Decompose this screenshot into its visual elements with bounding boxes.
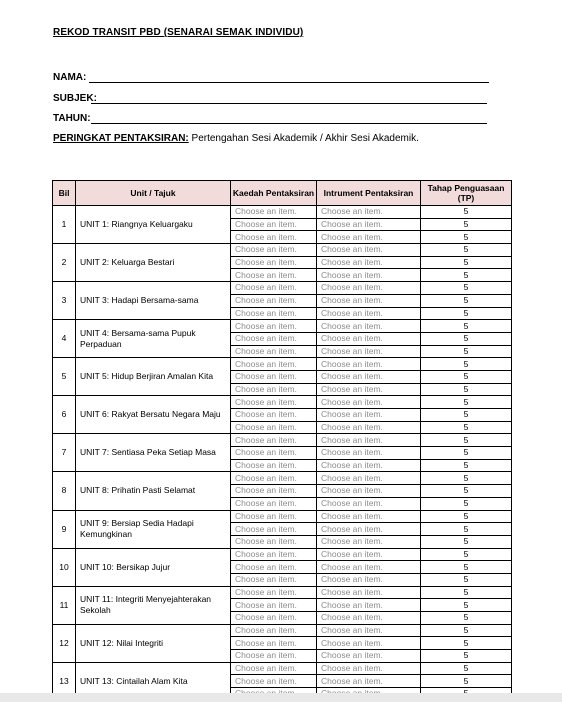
unit-title-cell: UNIT 10: Bersikap Jujur [76, 548, 231, 586]
bil-cell: 7 [53, 434, 76, 472]
instrument-dropdown[interactable]: Choose an item. [317, 409, 421, 422]
tp-value-cell[interactable]: 5 [421, 637, 512, 650]
table-row [53, 396, 512, 409]
instrument-dropdown[interactable]: Choose an item. [317, 345, 421, 358]
instrument-dropdown[interactable]: Choose an item. [317, 244, 421, 257]
kaedah-dropdown[interactable]: Choose an item. [231, 624, 317, 637]
unit-title-cell: UNIT 1: Riangnya Keluargaku [76, 206, 231, 244]
kaedah-dropdown[interactable]: Choose an item. [231, 599, 317, 612]
subjek-label: SUBJEK: [53, 93, 97, 104]
tahun-line[interactable] [91, 123, 487, 124]
kaedah-dropdown[interactable]: Choose an item. [231, 358, 317, 371]
unit-title-cell: UNIT 2: Keluarga Bestari [76, 244, 231, 282]
kaedah-dropdown[interactable]: Choose an item. [231, 244, 317, 257]
instrument-dropdown[interactable]: Choose an item. [317, 396, 421, 409]
tp-value-cell[interactable]: 5 [421, 434, 512, 447]
instrument-dropdown[interactable]: Choose an item. [317, 256, 421, 269]
tp-value-cell[interactable]: 5 [421, 218, 512, 231]
bil-cell: 9 [53, 510, 76, 548]
instrument-dropdown[interactable]: Choose an item. [317, 573, 421, 586]
bil-cell: 8 [53, 472, 76, 510]
kaedah-dropdown[interactable]: Choose an item. [231, 675, 317, 688]
tp-value-cell[interactable]: 5 [421, 396, 512, 409]
instrument-dropdown[interactable]: Choose an item. [317, 269, 421, 282]
kaedah-dropdown[interactable]: Choose an item. [231, 510, 317, 523]
tp-value-cell[interactable]: 5 [421, 206, 512, 219]
tp-value-cell[interactable]: 5 [421, 307, 512, 320]
unit-title-cell: UNIT 4: Bersama-sama Pupuk Perpaduan [76, 320, 231, 358]
document-title: REKOD TRANSIT PBD (SENARAI SEMAK INDIVIDU) [53, 27, 304, 38]
tp-value-cell[interactable]: 5 [421, 358, 512, 371]
tp-value-cell[interactable]: 5 [421, 269, 512, 282]
instrument-dropdown[interactable]: Choose an item. [317, 624, 421, 637]
unit-title-cell: UNIT 7: Sentiasa Peka Setiap Masa [76, 434, 231, 472]
tp-value-cell[interactable]: 5 [421, 485, 512, 498]
instrument-dropdown[interactable]: Choose an item. [317, 421, 421, 434]
instrument-dropdown[interactable]: Choose an item. [317, 472, 421, 485]
kaedah-dropdown[interactable]: Choose an item. [231, 409, 317, 422]
nama-field [53, 72, 86, 83]
instrument-dropdown[interactable]: Choose an item. [317, 675, 421, 688]
tp-value-cell[interactable]: 5 [421, 459, 512, 472]
table-row [53, 510, 512, 523]
instrument-dropdown[interactable]: Choose an item. [317, 612, 421, 625]
rekod-table [52, 180, 512, 701]
unit-title-cell: UNIT 8: Prihatin Pasti Selamat [76, 472, 231, 510]
tp-value-cell[interactable]: 5 [421, 612, 512, 625]
kaedah-dropdown[interactable]: Choose an item. [231, 370, 317, 383]
instrument-dropdown[interactable]: Choose an item. [317, 586, 421, 599]
tp-value-cell[interactable]: 5 [421, 332, 512, 345]
instrument-dropdown[interactable]: Choose an item. [317, 650, 421, 663]
tp-value-cell[interactable]: 5 [421, 294, 512, 307]
kaedah-dropdown[interactable]: Choose an item. [231, 459, 317, 472]
kaedah-dropdown[interactable]: Choose an item. [231, 231, 317, 244]
kaedah-dropdown[interactable]: Choose an item. [231, 485, 317, 498]
instrument-dropdown[interactable]: Choose an item. [317, 497, 421, 510]
bil-cell: 4 [53, 320, 76, 358]
unit-title-cell: UNIT 12: Nilai Integriti [76, 624, 231, 662]
tp-value-cell[interactable]: 5 [421, 535, 512, 548]
instrument-dropdown[interactable]: Choose an item. [317, 459, 421, 472]
header-kaedah: Kaedah Pentaksiran [231, 181, 317, 206]
tp-value-cell[interactable]: 5 [421, 409, 512, 422]
instrument-dropdown[interactable]: Choose an item. [317, 383, 421, 396]
kaedah-dropdown[interactable]: Choose an item. [231, 332, 317, 345]
instrument-dropdown[interactable]: Choose an item. [317, 231, 421, 244]
bil-cell: 6 [53, 396, 76, 434]
peringkat-label: PERINGKAT PENTAKSIRAN: [53, 133, 189, 144]
table-row [53, 358, 512, 371]
kaedah-dropdown[interactable]: Choose an item. [231, 523, 317, 536]
instrument-dropdown[interactable]: Choose an item. [317, 307, 421, 320]
kaedah-dropdown[interactable]: Choose an item. [231, 218, 317, 231]
header-bil: Bil [53, 181, 76, 206]
kaedah-dropdown[interactable]: Choose an item. [231, 206, 317, 219]
nama-label: NAMA: [53, 72, 87, 83]
tp-value-cell[interactable]: 5 [421, 561, 512, 574]
tp-value-cell[interactable]: 5 [421, 662, 512, 675]
table-row [53, 206, 512, 219]
tp-value-cell[interactable]: 5 [421, 497, 512, 510]
table-row [53, 434, 512, 447]
kaedah-dropdown[interactable]: Choose an item. [231, 612, 317, 625]
tp-value-cell[interactable]: 5 [421, 383, 512, 396]
tp-value-cell[interactable]: 5 [421, 370, 512, 383]
instrument-dropdown[interactable]: Choose an item. [317, 294, 421, 307]
table-row [53, 662, 512, 675]
bil-cell: 12 [53, 624, 76, 662]
subjek-field [53, 93, 97, 104]
unit-title-cell: UNIT 6: Rakyat Bersatu Negara Maju [76, 396, 231, 434]
peringkat-value: Pertengahan Sesi Akademik / Akhir Sesi Akademik. [188, 133, 419, 144]
kaedah-dropdown[interactable]: Choose an item. [231, 383, 317, 396]
instrument-dropdown[interactable]: Choose an item. [317, 434, 421, 447]
table-row [53, 624, 512, 637]
tp-value-cell[interactable]: 5 [421, 447, 512, 460]
instrument-dropdown[interactable]: Choose an item. [317, 370, 421, 383]
table-header-row [53, 181, 512, 206]
instrument-dropdown[interactable]: Choose an item. [317, 358, 421, 371]
kaedah-dropdown[interactable]: Choose an item. [231, 320, 317, 333]
tp-value-cell[interactable]: 5 [421, 244, 512, 257]
kaedah-dropdown[interactable]: Choose an item. [231, 586, 317, 599]
instrument-dropdown[interactable]: Choose an item. [317, 206, 421, 219]
tp-value-cell[interactable]: 5 [421, 345, 512, 358]
tahun-field [53, 113, 91, 124]
instrument-dropdown[interactable]: Choose an item. [317, 599, 421, 612]
table-row [53, 320, 512, 333]
tp-value-cell[interactable]: 5 [421, 599, 512, 612]
instrument-dropdown[interactable]: Choose an item. [317, 561, 421, 574]
instrument-dropdown[interactable]: Choose an item. [317, 637, 421, 650]
tp-value-cell[interactable]: 5 [421, 231, 512, 244]
unit-title-cell: UNIT 13: Cintailah Alam Kita [76, 662, 231, 700]
header-unit: Unit / Tajuk [76, 181, 231, 206]
kaedah-dropdown[interactable]: Choose an item. [231, 497, 317, 510]
kaedah-dropdown[interactable]: Choose an item. [231, 662, 317, 675]
kaedah-dropdown[interactable]: Choose an item. [231, 650, 317, 663]
kaedah-dropdown[interactable]: Choose an item. [231, 472, 317, 485]
kaedah-dropdown[interactable]: Choose an item. [231, 637, 317, 650]
instrument-dropdown[interactable]: Choose an item. [317, 282, 421, 295]
kaedah-dropdown[interactable]: Choose an item. [231, 294, 317, 307]
table-row [53, 548, 512, 561]
instrument-dropdown[interactable]: Choose an item. [317, 510, 421, 523]
unit-title-cell: UNIT 5: Hidup Berjiran Amalan Kita [76, 358, 231, 396]
unit-title-cell: UNIT 3: Hadapi Bersama-sama [76, 282, 231, 320]
unit-title-cell: UNIT 9: Bersiap Sedia Hadapi Kemungkinan [76, 510, 231, 548]
table-body [53, 206, 512, 701]
tp-value-cell[interactable]: 5 [421, 624, 512, 637]
instrument-dropdown[interactable]: Choose an item. [317, 535, 421, 548]
bil-cell: 3 [53, 282, 76, 320]
kaedah-dropdown[interactable]: Choose an item. [231, 307, 317, 320]
kaedah-dropdown[interactable]: Choose an item. [231, 561, 317, 574]
kaedah-dropdown[interactable]: Choose an item. [231, 434, 317, 447]
kaedah-dropdown[interactable]: Choose an item. [231, 421, 317, 434]
kaedah-dropdown[interactable]: Choose an item. [231, 573, 317, 586]
kaedah-dropdown[interactable]: Choose an item. [231, 269, 317, 282]
instrument-dropdown[interactable]: Choose an item. [317, 548, 421, 561]
tahun-label: TAHUN: [53, 113, 91, 124]
header-tahap: Tahap Penguasaan (TP) [421, 181, 512, 206]
kaedah-dropdown[interactable]: Choose an item. [231, 447, 317, 460]
tp-value-cell[interactable]: 5 [421, 548, 512, 561]
tp-value-cell[interactable]: 5 [421, 472, 512, 485]
kaedah-dropdown[interactable]: Choose an item. [231, 282, 317, 295]
nama-line[interactable] [89, 82, 489, 83]
bil-cell: 13 [53, 662, 76, 700]
bil-cell: 2 [53, 244, 76, 282]
peringkat-pentaksiran [53, 133, 419, 144]
bil-cell: 10 [53, 548, 76, 586]
tp-value-cell[interactable]: 5 [421, 675, 512, 688]
tp-value-cell[interactable]: 5 [421, 650, 512, 663]
bil-cell: 1 [53, 206, 76, 244]
unit-title-cell: UNIT 11: Integriti Menyejahterakan Sekolah [76, 586, 231, 624]
window-bottom-edge [0, 693, 562, 702]
kaedah-dropdown[interactable]: Choose an item. [231, 396, 317, 409]
instrument-dropdown[interactable]: Choose an item. [317, 320, 421, 333]
tp-value-cell[interactable]: 5 [421, 510, 512, 523]
instrument-dropdown[interactable]: Choose an item. [317, 332, 421, 345]
bil-cell: 11 [53, 586, 76, 624]
kaedah-dropdown[interactable]: Choose an item. [231, 535, 317, 548]
tp-value-cell[interactable]: 5 [421, 320, 512, 333]
instrument-dropdown[interactable]: Choose an item. [317, 662, 421, 675]
instrument-dropdown[interactable]: Choose an item. [317, 447, 421, 460]
kaedah-dropdown[interactable]: Choose an item. [231, 345, 317, 358]
subjek-line[interactable] [91, 103, 487, 104]
tp-value-cell[interactable]: 5 [421, 421, 512, 434]
instrument-dropdown[interactable]: Choose an item. [317, 485, 421, 498]
header-instrument: Intrument Pentaksiran [317, 181, 421, 206]
tp-value-cell[interactable]: 5 [421, 586, 512, 599]
tp-value-cell[interactable]: 5 [421, 573, 512, 586]
tp-value-cell[interactable]: 5 [421, 523, 512, 536]
instrument-dropdown[interactable]: Choose an item. [317, 523, 421, 536]
instrument-dropdown[interactable]: Choose an item. [317, 218, 421, 231]
tp-value-cell[interactable]: 5 [421, 256, 512, 269]
table-row [53, 586, 512, 599]
kaedah-dropdown[interactable]: Choose an item. [231, 256, 317, 269]
kaedah-dropdown[interactable]: Choose an item. [231, 548, 317, 561]
bil-cell: 5 [53, 358, 76, 396]
table-row [53, 472, 512, 485]
table-row [53, 282, 512, 295]
tp-value-cell[interactable]: 5 [421, 282, 512, 295]
table-row [53, 244, 512, 257]
